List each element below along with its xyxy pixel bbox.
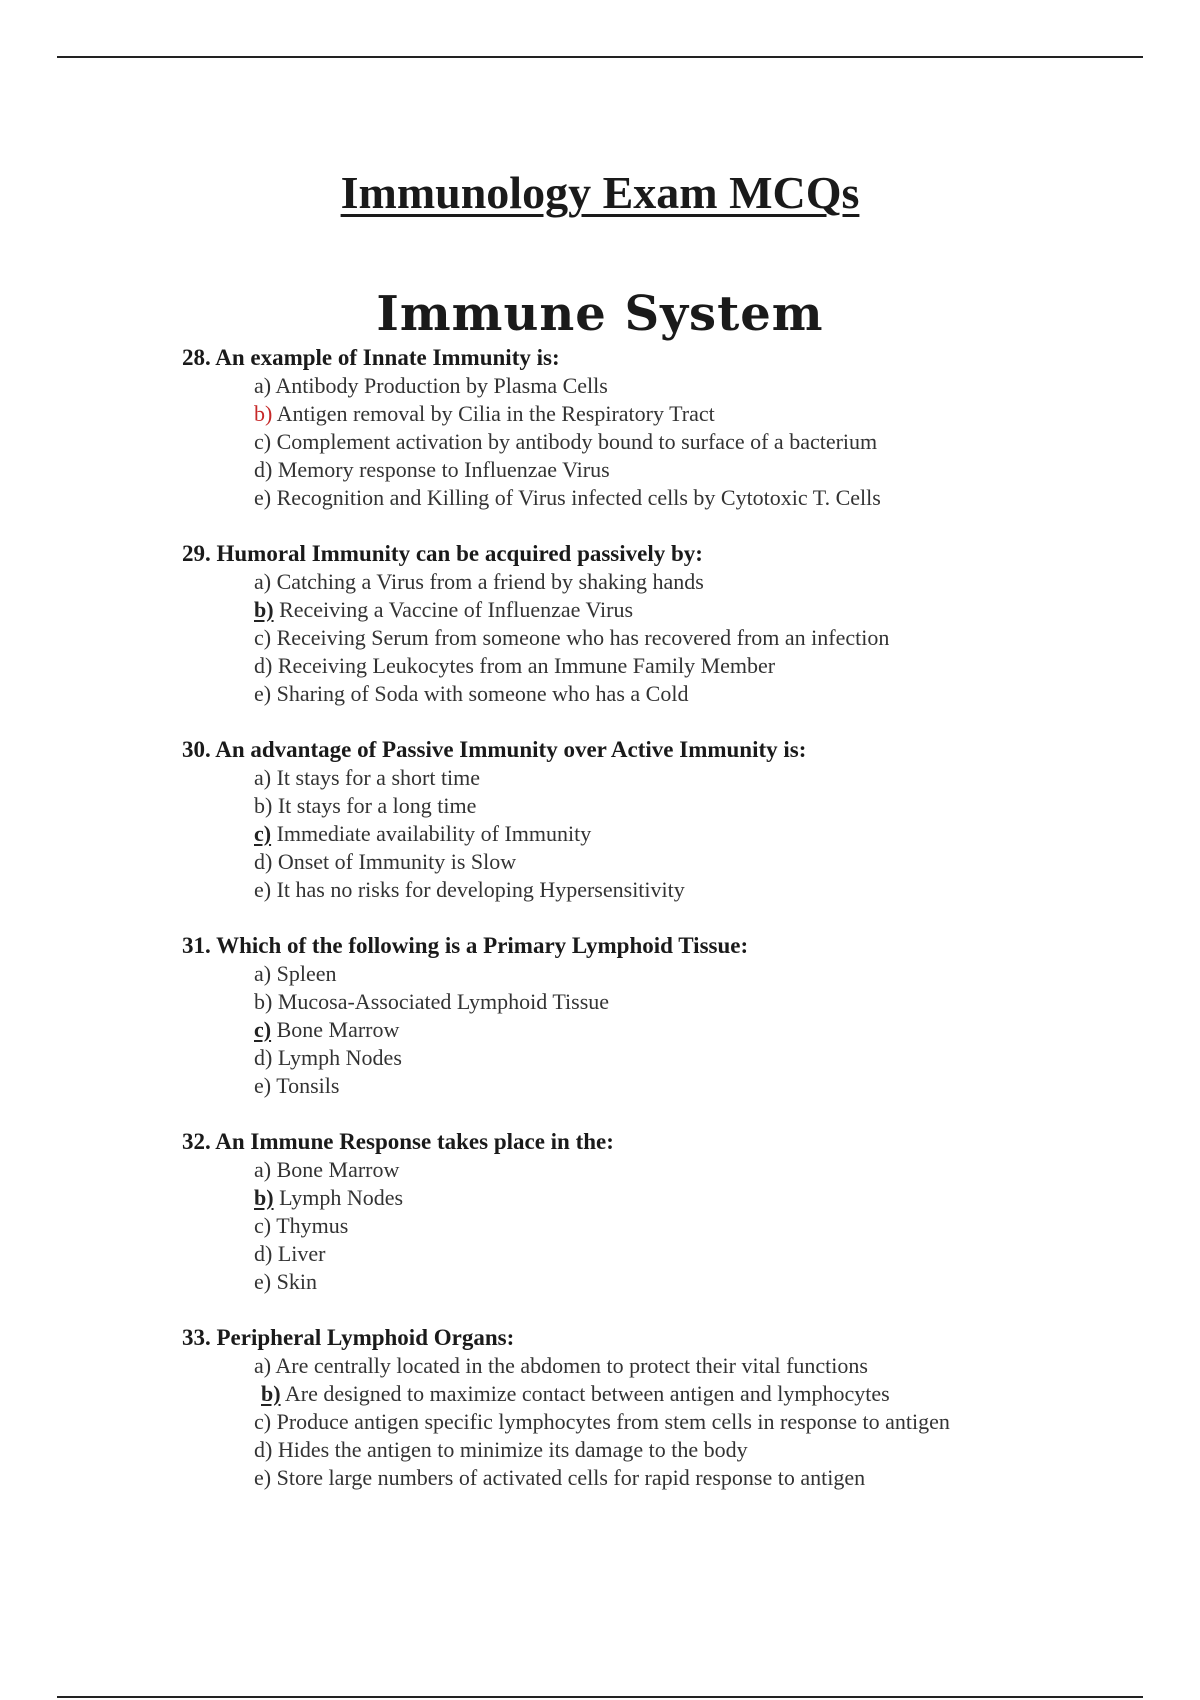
question-29 bbox=[182, 540, 1002, 708]
option-c bbox=[254, 428, 1002, 456]
option-text: Lymph Nodes bbox=[279, 1185, 404, 1210]
answer-letter: b) bbox=[254, 597, 274, 622]
question-list bbox=[182, 344, 1002, 1520]
option-text: Complement activation by antibody bound to surface of a bacterium bbox=[276, 429, 878, 454]
option-letter: b) bbox=[254, 793, 273, 818]
option-letter: c) bbox=[254, 429, 272, 454]
option-a bbox=[254, 568, 1002, 596]
option-e bbox=[254, 1464, 1002, 1492]
top-divider bbox=[57, 56, 1143, 58]
option-letter: e) bbox=[254, 681, 272, 706]
question-text: 31. Which of the following is a Primary Lymphoid Tissue: bbox=[182, 933, 749, 958]
question-32 bbox=[182, 1128, 1002, 1296]
option-text: Hides the antigen to minimize its damage to the body bbox=[277, 1437, 748, 1462]
option-d bbox=[254, 848, 1002, 876]
option-letter: e) bbox=[254, 485, 272, 510]
option-text: Receiving a Vaccine of Influenzae Virus bbox=[279, 597, 634, 622]
option-letter: c) bbox=[254, 1409, 272, 1434]
option-c bbox=[254, 624, 1002, 652]
option-b bbox=[254, 792, 1002, 820]
option-text: It has no risks for developing Hypersensitivity bbox=[276, 877, 685, 902]
option-list bbox=[182, 372, 1002, 512]
question-text: 32. An Immune Response takes place in the: bbox=[182, 1129, 614, 1154]
bottom-divider bbox=[57, 1696, 1143, 1698]
option-text: It stays for a long time bbox=[277, 793, 477, 818]
option-letter: a) bbox=[254, 765, 272, 790]
option-c bbox=[254, 1016, 1002, 1044]
option-letter: a) bbox=[254, 1353, 272, 1378]
question-text: 29. Humoral Immunity can be acquired passively by: bbox=[182, 541, 703, 566]
page-title-text: Immunology Exam MCQs bbox=[340, 167, 860, 218]
option-letter: d) bbox=[254, 1045, 273, 1070]
option-letter: d) bbox=[254, 457, 273, 482]
option-letter: c) bbox=[254, 1213, 272, 1238]
option-letter: a) bbox=[254, 569, 272, 594]
option-list bbox=[182, 960, 1002, 1100]
option-text: Onset of Immunity is Slow bbox=[277, 849, 517, 874]
answer-letter: c) bbox=[254, 821, 272, 846]
option-a bbox=[254, 372, 1002, 400]
option-letter: d) bbox=[254, 849, 273, 874]
option-text: Bone Marrow bbox=[276, 1157, 400, 1182]
option-text: Spleen bbox=[276, 961, 337, 986]
option-d bbox=[254, 456, 1002, 484]
option-letter: a) bbox=[254, 1157, 272, 1182]
option-c bbox=[254, 1212, 1002, 1240]
option-text: Sharing of Soda with someone who has a Cold bbox=[276, 681, 689, 706]
option-letter: a) bbox=[254, 961, 272, 986]
option-a bbox=[254, 764, 1002, 792]
option-text: Mucosa-Associated Lymphoid Tissue bbox=[277, 989, 610, 1014]
option-b bbox=[254, 596, 1002, 624]
answer-letter: c) bbox=[254, 1017, 272, 1042]
option-text: Recognition and Killing of Virus infected cells by Cytotoxic T. Cells bbox=[276, 485, 881, 510]
option-a bbox=[254, 1156, 1002, 1184]
option-letter: e) bbox=[254, 1073, 272, 1098]
option-text: Thymus bbox=[276, 1213, 349, 1238]
option-text: Produce antigen specific lymphocytes from stem cells in response to antigen bbox=[276, 1409, 950, 1434]
option-letter: e) bbox=[254, 877, 272, 902]
option-text: Liver bbox=[277, 1241, 326, 1266]
question-text: 33. Peripheral Lymphoid Organs: bbox=[182, 1325, 515, 1350]
page-title bbox=[0, 167, 1200, 218]
option-text: Bone Marrow bbox=[276, 1017, 400, 1042]
option-text: It stays for a short time bbox=[276, 765, 481, 790]
option-list bbox=[182, 764, 1002, 904]
option-text: Receiving Leukocytes from an Immune Family Member bbox=[277, 653, 776, 678]
option-e bbox=[254, 876, 1002, 904]
option-letter-highlighted: b) bbox=[254, 401, 273, 426]
option-b bbox=[254, 1184, 1002, 1212]
option-e bbox=[254, 680, 1002, 708]
option-text: Memory response to Influenzae Virus bbox=[277, 457, 610, 482]
option-list bbox=[182, 568, 1002, 708]
option-d bbox=[254, 1044, 1002, 1072]
question-text: 28. An example of Innate Immunity is: bbox=[182, 345, 560, 370]
question-33 bbox=[182, 1324, 1002, 1492]
question-30 bbox=[182, 736, 1002, 904]
option-text: Catching a Virus from a friend by shaking hands bbox=[276, 569, 704, 594]
option-text: Store large numbers of activated cells for rapid response to antigen bbox=[276, 1465, 866, 1490]
option-c bbox=[254, 1408, 1002, 1436]
option-letter: b) bbox=[254, 989, 273, 1014]
option-letter: d) bbox=[254, 1241, 273, 1266]
option-d bbox=[254, 1240, 1002, 1268]
answer-letter: b) bbox=[254, 1185, 274, 1210]
answer-letter: b) bbox=[261, 1381, 281, 1406]
option-d bbox=[254, 652, 1002, 680]
option-list bbox=[182, 1156, 1002, 1296]
option-b bbox=[254, 400, 1002, 428]
option-letter: a) bbox=[254, 373, 272, 398]
section-heading: Immune System bbox=[376, 286, 824, 342]
option-text: Lymph Nodes bbox=[277, 1045, 402, 1070]
option-text: Antibody Production by Plasma Cells bbox=[275, 373, 608, 398]
option-letter: d) bbox=[254, 1437, 273, 1462]
question-31 bbox=[182, 932, 1002, 1100]
option-text: Tonsils bbox=[276, 1073, 340, 1098]
option-text: Antigen removal by Cilia in the Respiratory Tract bbox=[276, 401, 715, 426]
question-28 bbox=[182, 344, 1002, 512]
question-text: 30. An advantage of Passive Immunity over Active Immunity is: bbox=[182, 737, 807, 762]
option-letter: d) bbox=[254, 653, 273, 678]
option-letter: e) bbox=[254, 1465, 272, 1490]
option-text: Are centrally located in the abdomen to protect their vital functions bbox=[275, 1353, 868, 1378]
option-b bbox=[254, 1380, 1002, 1408]
option-text: Immediate availability of Immunity bbox=[276, 821, 592, 846]
option-e bbox=[254, 484, 1002, 512]
option-a bbox=[254, 960, 1002, 988]
option-e bbox=[254, 1268, 1002, 1296]
option-c bbox=[254, 820, 1002, 848]
option-e bbox=[254, 1072, 1002, 1100]
option-letter: e) bbox=[254, 1269, 272, 1294]
option-text: Skin bbox=[276, 1269, 317, 1294]
option-text: Are designed to maximize contact between antigen and lymphocytes bbox=[284, 1381, 890, 1406]
option-a bbox=[254, 1352, 1002, 1380]
option-b bbox=[254, 988, 1002, 1016]
option-list bbox=[182, 1352, 1002, 1492]
option-d bbox=[254, 1436, 1002, 1464]
option-text: Receiving Serum from someone who has recovered from an infection bbox=[276, 625, 890, 650]
option-letter: c) bbox=[254, 625, 272, 650]
